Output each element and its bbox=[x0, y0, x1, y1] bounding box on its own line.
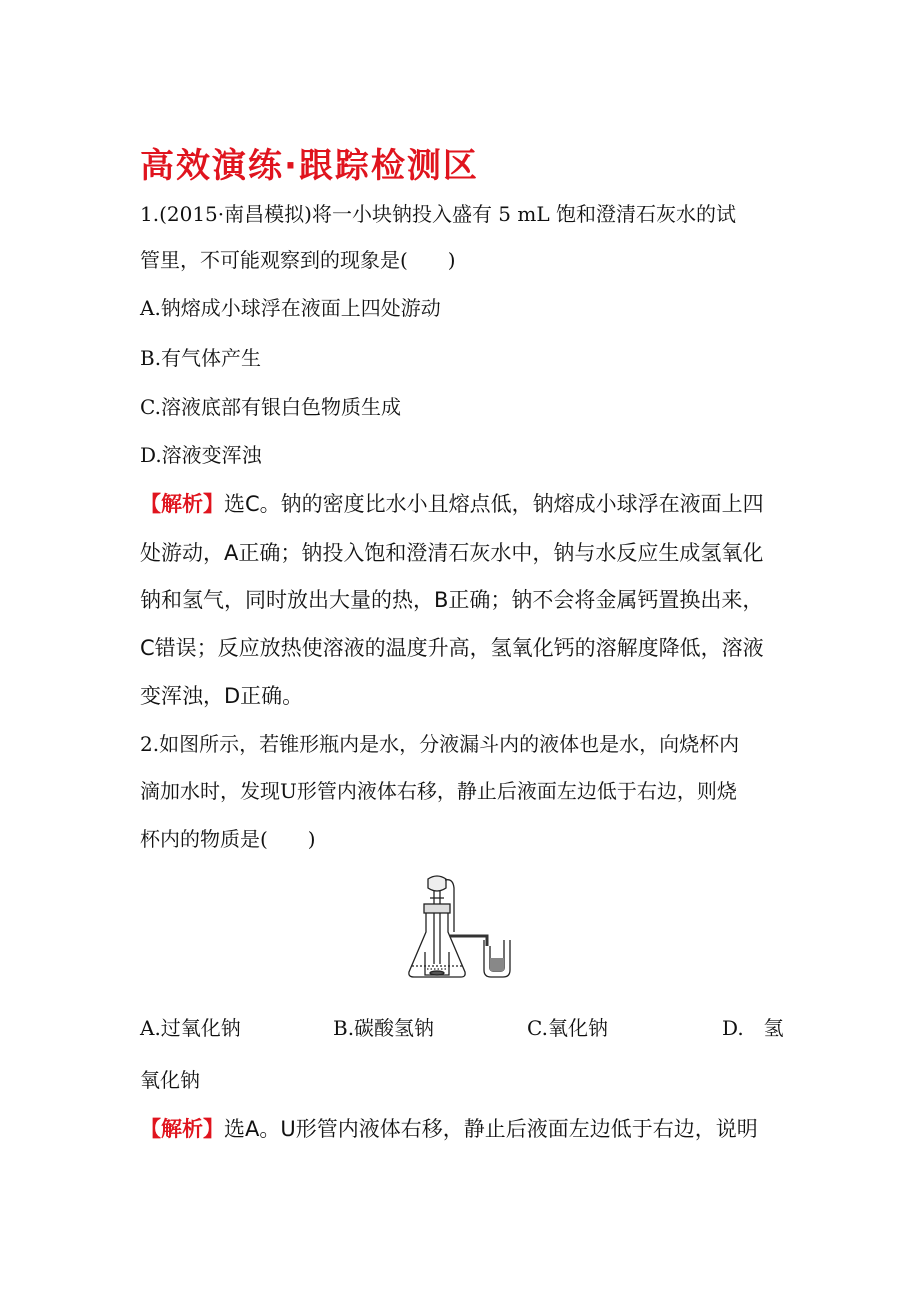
q2-option-c: C.氧化钠 bbox=[527, 1016, 608, 1040]
q2-stem-line2: 滴加水时，发现U形管内液体右移，静止后液面左边低于右边，则烧 bbox=[140, 779, 737, 803]
q2-option-a: A.过氧化钠 bbox=[140, 1016, 241, 1040]
q2-option-d-wrap: 氧化钠 bbox=[140, 1068, 200, 1092]
q2-analysis-line1 bbox=[140, 1113, 785, 1143]
q1-analysis-line3: 钠和氢气，同时放出大量的热，B正确；钠不会将金属钙置换出来， bbox=[140, 588, 764, 612]
apparatus-figure bbox=[405, 874, 517, 984]
q2-analysis-tag: 【解析】 bbox=[140, 1117, 224, 1141]
q1-analysis-line1 bbox=[140, 488, 785, 518]
q1-analysis-tag: 【解析】 bbox=[140, 492, 224, 516]
q2-options-row bbox=[140, 1012, 785, 1044]
q1-stem-line1: 1.(2015·南昌模拟)将一小块钠投入盛有 5 mL 饱和澄清石灰水的试 bbox=[140, 202, 736, 226]
section-title: 高效演练·跟踪检测区 bbox=[140, 146, 479, 186]
q1-analysis-text: 选C。钠的密度比水小且熔点低，钠熔成小球浮在液面上四 bbox=[224, 492, 764, 516]
q1-stem-line2: 管里，不可能观察到的现象是( ) bbox=[140, 248, 456, 272]
q2-option-d: D. 氢 bbox=[722, 1016, 784, 1040]
q1-option-b: B.有气体产生 bbox=[140, 346, 262, 370]
q1-option-d: D.溶液变浑浊 bbox=[140, 443, 262, 467]
q2-stem-line1: 2.如图所示，若锥形瓶内是水，分液漏斗内的液体也是水，向烧杯内 bbox=[140, 732, 740, 756]
q1-option-a: A.钠熔成小球浮在液面上四处游动 bbox=[140, 296, 441, 320]
q2-analysis-text: 选A。U形管内液体右移，静止后液面左边低于右边，说明 bbox=[224, 1117, 758, 1141]
q1-option-c: C.溶液底部有银白色物质生成 bbox=[140, 395, 401, 419]
q2-stem-line3: 杯内的物质是( ) bbox=[140, 827, 316, 851]
q1-analysis-line4: C错误；反应放热使溶液的温度升高，氢氧化钙的溶解度降低，溶液 bbox=[140, 636, 764, 660]
q1-analysis-line5: 变浑浊，D正确。 bbox=[140, 684, 304, 708]
q2-option-b: B.碳酸氢钠 bbox=[333, 1016, 435, 1040]
q1-analysis-line2: 处游动，A正确；钠投入饱和澄清石灰水中，钠与水反应生成氢氧化 bbox=[140, 541, 764, 565]
